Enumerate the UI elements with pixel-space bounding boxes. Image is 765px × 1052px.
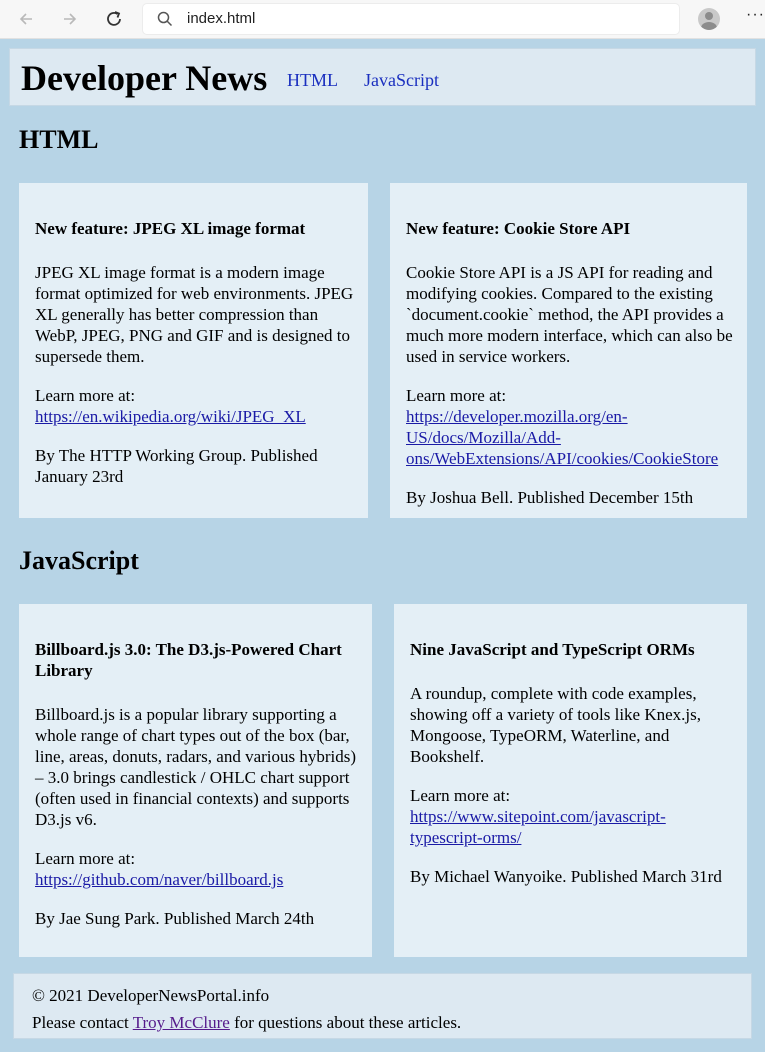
article-body: Cookie Store API is a JS API for reading and modifying cookies. Compared to the existing `document.cookie` method, the API provides a much more modern interface, which can also be used in service workers. [406, 263, 733, 366]
profile-avatar-icon[interactable] [698, 8, 720, 30]
learn-more-label: Learn more at: [35, 386, 136, 405]
article-card [394, 604, 747, 957]
learn-more-label: Learn more at: [410, 786, 511, 805]
article-body: Billboard.js is a popular library supporting a whole range of chart types out of the box (bar, line, areas, donuts, radars, and various hybrids) – 3.0 brings candlestick / OHLC chart support (often used in financial contexts) and supports D3.js v6. [35, 705, 357, 829]
learn-more-block [406, 385, 737, 469]
nav-link-html[interactable]: HTML [287, 70, 338, 90]
article-link[interactable]: https://www.sitepoint.com/javascript-typescript-orms/ [410, 807, 666, 847]
reload-button[interactable] [101, 6, 127, 32]
site-footer [13, 973, 752, 1039]
search-icon [157, 11, 173, 27]
article-byline: By The HTTP Working Group. Published January 23rd [35, 446, 318, 486]
learn-more-label: Learn more at: [35, 849, 136, 868]
article-byline: By Jae Sung Park. Published March 24th [35, 909, 315, 928]
article-title: Nine JavaScript and TypeScript ORMs [410, 640, 695, 659]
contact-link[interactable]: Troy McClure [132, 1013, 230, 1032]
article-title: New feature: JPEG XL image format [35, 219, 306, 238]
learn-more-label: Learn more at: [406, 386, 507, 405]
learn-more-block [410, 785, 733, 848]
arrow-left-icon [17, 10, 35, 28]
article-card [390, 183, 747, 518]
site-title: Developer News [21, 58, 268, 98]
contact-prefix: Please contact [32, 1013, 129, 1032]
nav-link-javascript[interactable]: JavaScript [364, 70, 439, 90]
section-title-html: HTML [19, 125, 99, 154]
article-link[interactable]: https://en.wikipedia.org/wiki/JPEG_XL [35, 407, 306, 426]
article-title: New feature: Cookie Store API [406, 219, 631, 238]
reload-icon [104, 9, 124, 29]
address-bar[interactable] [143, 4, 679, 34]
article-body: A roundup, complete with code examples, showing off a variety of tools like Knex.js, Mongoose, TypeORM, Waterline, and Bookshelf. [410, 684, 702, 766]
address-url: index.html [187, 10, 256, 27]
learn-more-block [35, 848, 358, 890]
article-card [19, 183, 368, 518]
article-link[interactable]: https://developer.mozilla.org/en-US/docs/Mozilla/Add-ons/WebExtensions/API/cookies/CookieStore [406, 407, 719, 468]
learn-more-block [35, 385, 354, 427]
site-header [9, 48, 756, 106]
more-menu-icon[interactable]: ··· [746, 6, 765, 23]
section-title-javascript: JavaScript [19, 546, 139, 575]
article-byline: By Joshua Bell. Published December 15th [406, 488, 694, 507]
back-button[interactable] [13, 6, 39, 32]
footer-copyright: © 2021 DeveloperNewsPortal.info [32, 986, 270, 1005]
forward-button[interactable] [57, 6, 83, 32]
article-byline: By Michael Wanyoike. Published March 31rd [410, 867, 722, 886]
browser-toolbar [0, 0, 765, 39]
article-link[interactable]: https://github.com/naver/billboard.js [35, 870, 284, 889]
article-body: JPEG XL image format is a modern image format optimized for web environments. JPEG XL generally has better compression than WebP, JPEG, PNG and GIF and is designed to supersede them. [35, 263, 354, 366]
arrow-right-icon [61, 10, 79, 28]
article-title: Billboard.js 3.0: The D3.js-Powered Chart Library [35, 640, 342, 680]
contact-suffix: for questions about these articles. [234, 1013, 462, 1032]
article-card [19, 604, 372, 957]
footer-contact [32, 1013, 461, 1033]
